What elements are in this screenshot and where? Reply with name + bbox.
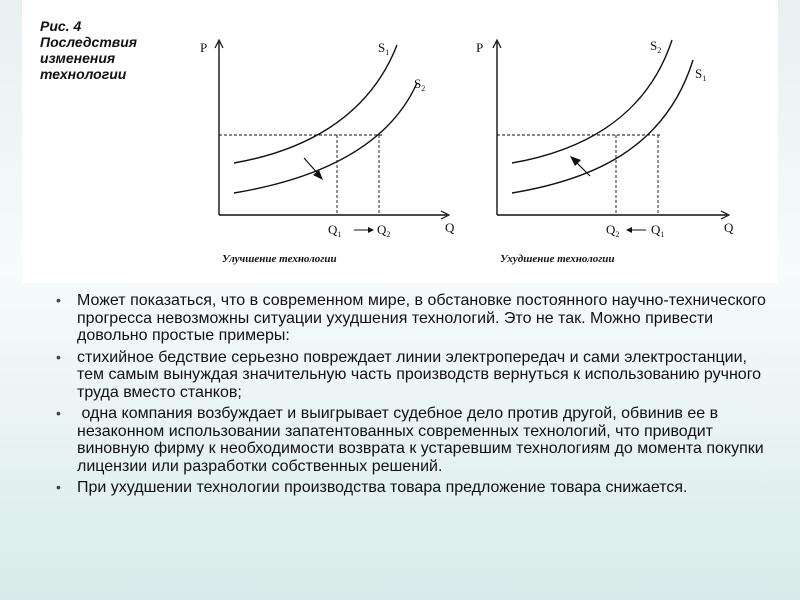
curve-lower bbox=[234, 83, 417, 193]
bullet-marker: • bbox=[56, 292, 61, 308]
lower-curve-label: $S_1$ bbox=[695, 66, 707, 83]
q-left-label: $Q_2$ bbox=[606, 222, 620, 239]
bullet-list bbox=[56, 292, 771, 501]
q-shift-arrowhead bbox=[368, 227, 374, 233]
graph-improvement bbox=[200, 40, 455, 265]
caption-line: технологии bbox=[40, 66, 127, 82]
q-right-label: $Q_1$ bbox=[651, 222, 665, 239]
q-right-label: $Q_2$ bbox=[377, 222, 391, 239]
shift-arrowhead bbox=[570, 156, 581, 166]
graph-deterioration bbox=[476, 38, 734, 265]
curve-upper bbox=[234, 45, 397, 163]
caption-line: изменения bbox=[40, 50, 116, 66]
upper-curve-label: $S_2$ bbox=[650, 38, 662, 55]
curve-lower bbox=[512, 60, 693, 193]
q-shift-arrowhead bbox=[626, 227, 632, 233]
bullet-marker: • bbox=[56, 479, 61, 495]
list-item bbox=[56, 349, 768, 402]
x-axis-label: Q bbox=[724, 220, 734, 235]
list-item-text: При ухудшении технологии производства товара предложение товара снижается. bbox=[77, 479, 688, 496]
curve-upper bbox=[512, 40, 672, 163]
caption-line: Рис. 4 bbox=[40, 18, 82, 34]
y-axis-label: P bbox=[476, 40, 484, 55]
graph-caption: Улучшение технологии bbox=[222, 253, 337, 265]
x-axis-label: Q bbox=[445, 220, 455, 235]
list-item-text: Может показаться, что в современном мире, в обстановке постоянного научно-технического прогресса невозможны ситуации ухудшения технологий. Это не так. Можно привести довольно простые примеры: bbox=[77, 292, 771, 344]
list-item-text: одна компания возбуждает и выигрывает судебное дело против другой, обвинив ее в незаконном использовании запатентованных современных технологий, что приводит виновную фирму к необходимости возврата к устаревшим технологиям до момента покупки лицензии или разработки собственных решений. bbox=[77, 405, 769, 475]
list-item bbox=[56, 405, 768, 475]
graph-caption: Ухудшение технологии bbox=[500, 253, 615, 265]
bullet-marker: • bbox=[56, 405, 61, 421]
q-left-label: $Q_1$ bbox=[328, 222, 342, 239]
bullet-marker: • bbox=[56, 348, 61, 365]
list-item bbox=[56, 292, 771, 345]
upper-curve-label: $S_1$ bbox=[378, 40, 390, 57]
supply-diagrams bbox=[22, 0, 778, 283]
list-item bbox=[56, 479, 768, 497]
y-axis-label: P bbox=[200, 40, 208, 55]
list-item-text: стихийное бедствие серьезно повреждает линии электропередач и сами электростанции, тем самым вынуждая значительную часть производств вернуться к использованию ручного труда вместо станков; bbox=[77, 348, 766, 401]
lower-curve-label: $S_2$ bbox=[414, 76, 426, 93]
caption-line: Последствия bbox=[40, 34, 138, 50]
figure-panel bbox=[22, 0, 778, 283]
